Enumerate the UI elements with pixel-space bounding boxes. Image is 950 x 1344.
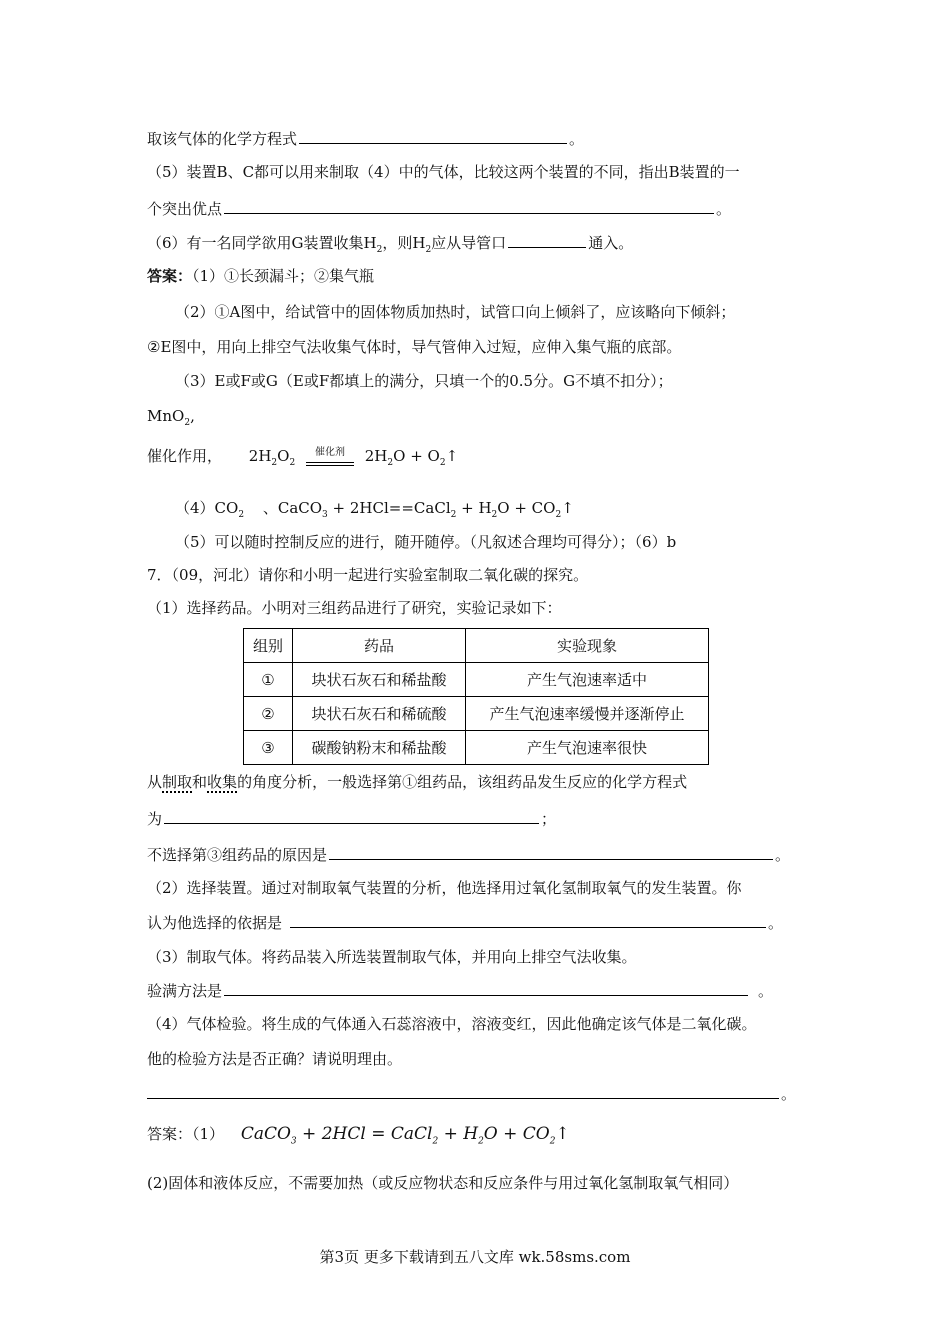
- answer-line: [147, 266, 374, 286]
- table-row: [244, 663, 709, 697]
- mno2-line: [147, 406, 195, 433]
- question-7-3: （3）制取气体。将药品装入所选装置制取气体，并用向上排空气法收集。: [147, 948, 637, 966]
- subscript: 2: [491, 510, 498, 520]
- subscript: 2: [271, 458, 278, 468]
- text: 和: [192, 773, 208, 791]
- subscript: 2: [439, 458, 446, 468]
- subscript: 2: [376, 245, 383, 255]
- text: 。: [758, 982, 774, 1000]
- question-line: [147, 129, 584, 149]
- text: 催化作用，: [147, 447, 223, 465]
- question-7: 7．（09，河北）请你和小明一起进行实验室制取二氧化碳的探究。: [147, 566, 589, 584]
- answer-blank[interactable]: [299, 129, 567, 144]
- table-header: 药品: [293, 629, 466, 663]
- text: 。: [569, 130, 585, 148]
- equation-left: [248, 447, 296, 468]
- question-line: [147, 981, 773, 1001]
- experiment-table: [243, 628, 709, 765]
- up-arrow-icon: ↑: [561, 499, 574, 517]
- text: 验满方法是: [147, 982, 223, 1000]
- question-line: [147, 1084, 796, 1104]
- text: ；: [541, 810, 557, 828]
- text: 为: [147, 810, 163, 828]
- answer-2b: ②E图中，用向上排空气法收集气体时，导气管伸入过短，应伸入集气瓶的底部。: [147, 338, 682, 356]
- subscript: 2: [432, 1136, 439, 1147]
- text: 。: [775, 846, 791, 864]
- subscript: 3: [290, 1136, 297, 1147]
- text: + H: [438, 1124, 479, 1144]
- question-7-2: （2）选择装置。通过对制取氧气装置的分析，他选择用过氧化氢制取氧气的发生装置。你: [147, 879, 742, 897]
- subscript: 2: [184, 418, 191, 428]
- text: 取该气体的化学方程式: [147, 130, 298, 148]
- up-arrow-icon: ↑: [445, 447, 459, 465]
- answer-blank[interactable]: [147, 1084, 779, 1099]
- question-7-4: （4）气体检验。将生成的气体通入石蕊溶液中，溶液变红，因此他确定该气体是二氧化碳。: [147, 1015, 757, 1033]
- table-header-row: [244, 629, 709, 663]
- subscript: 2: [450, 510, 457, 520]
- text: ，则H: [382, 234, 426, 252]
- table-cell: 产生气泡速率缓慢并逐渐停止: [466, 697, 709, 731]
- equation-right: [364, 447, 459, 468]
- text: 2H: [364, 447, 388, 465]
- text: 不选择第③组药品的原因是: [147, 846, 328, 864]
- text: O + CO: [483, 1124, 550, 1144]
- subscript: 2: [478, 1136, 484, 1147]
- table-cell: 块状石灰石和稀硫酸: [293, 697, 466, 731]
- table-row: [244, 697, 709, 731]
- text: 通入。: [588, 234, 634, 252]
- answer-2: （2）①A图中，给试管中的固体物质加热时，试管口向上倾斜了，应该略向下倾斜；: [175, 303, 736, 321]
- text: 的角度分析，一般选择第①组药品，该组药品发生反应的化学方程式: [237, 773, 688, 791]
- subscript: 3: [322, 510, 328, 520]
- text: CaCO: [240, 1124, 291, 1144]
- text: 、CaCO: [262, 499, 323, 517]
- subscript: 2: [387, 458, 394, 468]
- table-cell: 碳酸钠粉末和稀盐酸: [293, 731, 466, 765]
- text: 应从导管口: [431, 234, 507, 252]
- text: + H: [456, 499, 492, 517]
- text: 认为他选择的依据是: [147, 914, 283, 932]
- text: 。: [768, 914, 784, 932]
- text: O + O: [393, 447, 440, 465]
- table-cell: ②: [244, 697, 293, 731]
- answer-7-2: (2)固体和液体反应，不需要加热（或反应物状态和反应条件与用过氧化氢制取氧气相同）: [147, 1174, 739, 1192]
- text: O + CO: [497, 499, 556, 517]
- answer-label: 答案：: [147, 267, 193, 285]
- analysis-line: [147, 772, 687, 792]
- table-header: 组别: [244, 629, 293, 663]
- answer-blank[interactable]: [164, 809, 539, 824]
- question-line: [147, 845, 790, 865]
- page-footer: 第3页 更多下载请到五八文库 wk.58sms.com: [319, 1248, 631, 1266]
- emphasis-text: 收集: [207, 773, 238, 791]
- answer-blank[interactable]: [329, 845, 773, 860]
- answer-blank[interactable]: [224, 199, 714, 214]
- equation: [240, 1124, 570, 1147]
- question-line: [147, 199, 731, 219]
- text: 从: [147, 773, 163, 791]
- answer-label: 答案：（1）: [147, 1125, 225, 1143]
- question-line: [147, 913, 783, 933]
- up-arrow-icon: ↑: [555, 1124, 570, 1144]
- text: （6）有一名同学欲用G装置收集H: [147, 234, 377, 252]
- text: ,: [190, 407, 195, 425]
- question-6: [147, 233, 633, 260]
- text: + 2HCl = CaCl: [296, 1124, 433, 1144]
- equation-line: [147, 446, 458, 473]
- question-7-1: （1）选择药品。小明对三组药品进行了研究，实验记录如下：: [147, 599, 562, 617]
- table-cell: 产生气泡速率很快: [466, 731, 709, 765]
- table-row: [244, 731, 709, 765]
- table-header: 实验现象: [466, 629, 709, 663]
- text: MnO: [147, 407, 185, 425]
- question-line: [147, 809, 556, 829]
- table-cell: 产生气泡速率适中: [466, 663, 709, 697]
- answer-4: [175, 498, 574, 525]
- text: （1）①长颈漏斗；②集气瓶: [192, 267, 375, 285]
- answer-7-1: [147, 1124, 570, 1151]
- text: + 2HCl==CaCl: [327, 499, 451, 517]
- text: O: [277, 447, 290, 465]
- emphasis-text: 制取: [162, 773, 193, 791]
- subscript: 2: [289, 458, 296, 468]
- text: 。: [781, 1085, 797, 1103]
- answer-3: （3）E或F或G（E或F都填上的满分，只填一个的0.5分。G不填不扣分）；: [175, 372, 673, 390]
- subscript: 2: [555, 510, 562, 520]
- table-cell: 块状石灰石和稀盐酸: [293, 663, 466, 697]
- subscript: 2: [549, 1136, 556, 1147]
- table-cell: ③: [244, 731, 293, 765]
- text: 2H: [248, 447, 272, 465]
- catalyst-arrow: [306, 447, 354, 467]
- text: （4）CO: [175, 499, 239, 517]
- subscript: 2: [425, 245, 432, 255]
- catalyst-label: 催化剂: [314, 447, 345, 458]
- subscript: 2: [238, 510, 245, 520]
- question-7-4b: 他的检验方法是否正确？请说明理由。: [147, 1050, 403, 1068]
- answer-blank[interactable]: [224, 981, 748, 996]
- text: 。: [716, 200, 732, 218]
- question-5: （5）装置B、C都可以用来制取（4）中的气体，比较这两个装置的不同，指出B装置的一: [147, 163, 740, 181]
- text: 个突出优点: [147, 200, 223, 218]
- table-cell: ①: [244, 663, 293, 697]
- answer-blank[interactable]: [508, 233, 586, 248]
- answer-5: （5）可以随时控制反应的进行，随开随停。（凡叙述合理均可得分）；（6）b: [175, 533, 677, 551]
- answer-blank[interactable]: [290, 913, 766, 928]
